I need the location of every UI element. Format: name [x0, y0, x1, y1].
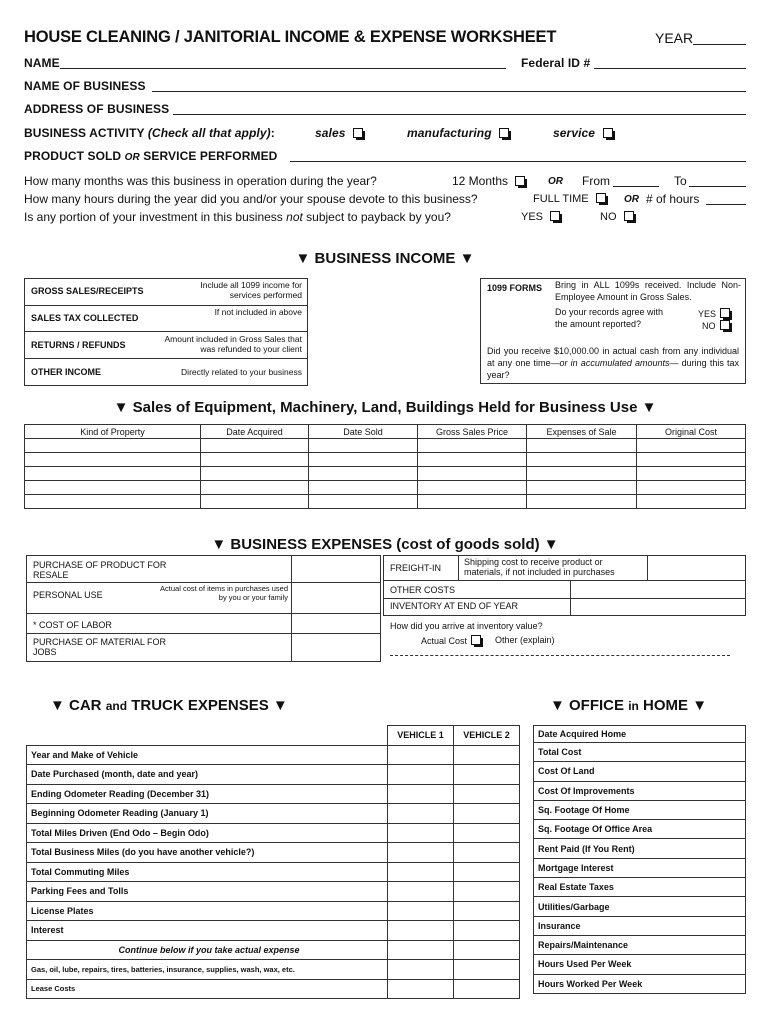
- col-date-sold: Date Sold: [309, 425, 418, 439]
- table-row[interactable]: [27, 901, 520, 921]
- hours-or: OR: [624, 194, 639, 205]
- table-row[interactable]: [25, 495, 746, 509]
- other-income-label: OTHER INCOME: [31, 367, 102, 377]
- table-row[interactable]: [27, 843, 520, 863]
- sales-tax-note: If not included in above: [214, 307, 302, 317]
- other-explain-label: Other (explain): [495, 635, 555, 645]
- vehicle-value-cell[interactable]: [454, 960, 520, 980]
- product-label: PRODUCT SOLD OR SERVICE PERFORMED: [24, 149, 278, 163]
- personal-use-label: PERSONAL USE: [33, 590, 103, 600]
- purchase-product-label: PURCHASE OF PRODUCT FOR RESALE: [33, 560, 167, 580]
- months-or: OR: [548, 176, 563, 187]
- office-row-label: Real Estate Taxes: [534, 878, 746, 897]
- payback-no[interactable]: NO: [600, 211, 634, 223]
- office-row-label: Date Acquired Home: [534, 726, 746, 743]
- table-row[interactable]: [534, 897, 746, 916]
- cash-question: Did you receive $10,000.00 in actual cash from any individual at any one time—or in accumulated amounts— during this tax year?: [487, 346, 739, 380]
- table-row[interactable]: [27, 940, 520, 960]
- vehicle-value-cell[interactable]: [388, 765, 454, 785]
- car-row-label: Interest: [27, 921, 388, 941]
- table-row[interactable]: [534, 781, 746, 800]
- page-title: HOUSE CLEANING / JANITORIAL INCOME & EXPENSE WORKSHEET: [24, 28, 557, 46]
- car-row-label: Year and Make of Vehicle: [27, 745, 388, 765]
- office-row-label: Sq. Footage Of Office Area: [534, 820, 746, 839]
- office-row-label: Hours Used Per Week: [534, 955, 746, 974]
- car-section-title: ▼ CAR and TRUCK EXPENSES ▼: [50, 697, 288, 714]
- office-row-label: Rent Paid (If You Rent): [534, 839, 746, 858]
- address-field[interactable]: [173, 114, 746, 115]
- vehicle-value-cell[interactable]: [454, 862, 520, 882]
- office-row-label: Cost Of Land: [534, 762, 746, 781]
- gross-sales-label: GROSS SALES/RECEIPTS: [31, 286, 144, 296]
- col-date-acquired: Date Acquired: [201, 425, 309, 439]
- name-field[interactable]: [60, 68, 506, 69]
- other-income-note: Directly related to your business: [181, 367, 302, 377]
- vehicle2-header: VEHICLE 2: [454, 726, 520, 746]
- car-expenses-table: [26, 725, 520, 999]
- col-kind: Kind of Property: [25, 425, 201, 439]
- table-row[interactable]: [534, 839, 746, 858]
- records-yes-checkbox[interactable]: [720, 308, 730, 318]
- table-row[interactable]: [534, 858, 746, 877]
- vehicle-value-cell[interactable]: [388, 940, 454, 960]
- car-row-label: Total Commuting Miles: [27, 862, 388, 882]
- office-row-label: Insurance: [534, 916, 746, 935]
- to-label: To: [674, 174, 687, 188]
- vehicle-value-cell[interactable]: [388, 862, 454, 882]
- office-table: [533, 725, 746, 994]
- product-field[interactable]: [290, 161, 746, 162]
- actual-cost-checkbox[interactable]: [471, 635, 481, 645]
- vehicle-value-cell[interactable]: [454, 921, 520, 941]
- address-label: ADDRESS OF BUSINESS: [24, 102, 170, 116]
- col-original-cost: Original Cost: [637, 425, 746, 439]
- fulltime-option[interactable]: FULL TIME: [533, 193, 606, 205]
- year-label: YEAR: [655, 30, 694, 46]
- payback-yes-checkbox[interactable]: [550, 211, 560, 221]
- table-row[interactable]: [27, 804, 520, 824]
- payback-question: Is any portion of your investment in this business not subject to payback by you?: [24, 210, 451, 224]
- equipment-section-title: ▼ Sales of Equipment, Machinery, Land, Buildings Held for Business Use ▼: [113, 399, 657, 416]
- table-row[interactable]: [27, 862, 520, 882]
- vehicle-value-cell[interactable]: [388, 745, 454, 765]
- table-row[interactable]: [534, 762, 746, 781]
- federal-id-field[interactable]: [594, 68, 746, 69]
- twelve-months-option[interactable]: 12 Months: [452, 174, 525, 188]
- year-field[interactable]: [693, 44, 746, 45]
- car-row-label: Date Purchased (month, date and year): [27, 765, 388, 785]
- office-row-label: Cost Of Improvements: [534, 781, 746, 800]
- vehicle-value-cell[interactable]: [454, 843, 520, 863]
- hours-field[interactable]: [706, 204, 746, 205]
- table-row[interactable]: [27, 979, 520, 999]
- manufacturing-checkbox[interactable]: [499, 128, 509, 138]
- vehicle-value-cell[interactable]: [388, 921, 454, 941]
- vehicle-value-cell[interactable]: [454, 765, 520, 785]
- table-row[interactable]: [25, 467, 746, 481]
- car-row-label: Total Business Miles (do you have another vehicle?): [27, 843, 388, 863]
- table-row[interactable]: [27, 882, 520, 902]
- office-row-label: Repairs/Maintenance: [534, 935, 746, 954]
- freight-label: FREIGHT-IN: [390, 563, 441, 573]
- business-name-field[interactable]: [152, 91, 746, 92]
- table-row[interactable]: [25, 439, 746, 453]
- vehicle-value-cell[interactable]: [454, 804, 520, 824]
- table-row[interactable]: [534, 726, 746, 743]
- table-row[interactable]: [534, 935, 746, 954]
- table-row[interactable]: [27, 745, 520, 765]
- payback-yes[interactable]: YES: [521, 211, 560, 223]
- months-question: How many months was this business in operation during the year?: [24, 174, 377, 188]
- hours-label: # of hours: [646, 192, 700, 206]
- table-row[interactable]: [27, 960, 520, 980]
- returns-note: Amount included in Gross Sales that was refunded to your client: [164, 334, 302, 354]
- office-row-label: Sq. Footage Of Home: [534, 800, 746, 819]
- vehicle-value-cell[interactable]: [454, 940, 520, 960]
- to-field[interactable]: [689, 186, 746, 187]
- vehicle-value-cell[interactable]: [388, 882, 454, 902]
- sales-tax-label: SALES TAX COLLECTED: [31, 313, 139, 323]
- records-question: Do your records agree with the amount reported?: [555, 307, 664, 329]
- table-row[interactable]: [27, 784, 520, 804]
- vehicle1-header: VEHICLE 1: [388, 726, 454, 746]
- hours-question: How many hours during the year did you and/or your spouse devote to this business?: [24, 192, 478, 206]
- table-row[interactable]: [534, 820, 746, 839]
- sales-checkbox[interactable]: [353, 128, 363, 138]
- table-row[interactable]: [25, 481, 746, 495]
- inventory-label: INVENTORY AT END OF YEAR: [390, 601, 519, 611]
- vehicle-value-cell[interactable]: [388, 843, 454, 863]
- name-label: NAME: [24, 56, 60, 70]
- activity-sales[interactable]: sales: [315, 126, 363, 140]
- inventory-question: How did you arrive at inventory value?: [390, 621, 543, 631]
- vehicle-value-cell[interactable]: [388, 960, 454, 980]
- vehicle-value-cell[interactable]: [454, 901, 520, 921]
- car-row-label: License Plates: [27, 901, 388, 921]
- twelve-months-checkbox[interactable]: [515, 176, 525, 186]
- from-field[interactable]: [613, 186, 659, 187]
- vehicle-value-cell[interactable]: [454, 784, 520, 804]
- vehicle-value-cell[interactable]: [388, 979, 454, 999]
- table-row[interactable]: [534, 743, 746, 762]
- car-row-label: Ending Odometer Reading (December 31): [27, 784, 388, 804]
- forms-1099-text: Bring in ALL 1099s received. Include Non-Employee Amount in Gross Sales.: [555, 280, 741, 302]
- vehicle-value-cell[interactable]: [388, 804, 454, 824]
- other-costs-label: OTHER COSTS: [390, 585, 456, 595]
- cogs-section-title: ▼ BUSINESS EXPENSES (cost of goods sold) ▼: [211, 536, 559, 553]
- office-row-label: Utilities/Garbage: [534, 897, 746, 916]
- table-row[interactable]: [25, 453, 746, 467]
- office-row-label: Hours Worked Per Week: [534, 974, 746, 993]
- business-name-label: NAME OF BUSINESS: [24, 79, 146, 93]
- fulltime-checkbox[interactable]: [596, 193, 606, 203]
- vehicle-value-cell[interactable]: [388, 784, 454, 804]
- income-section-title: ▼ BUSINESS INCOME ▼: [295, 250, 475, 267]
- personal-use-note: Actual cost of items in purchases used by you or your family: [160, 584, 288, 602]
- table-row[interactable]: [27, 823, 520, 843]
- records-yes[interactable]: YES: [698, 308, 730, 319]
- car-row-label: Parking Fees and Tolls: [27, 882, 388, 902]
- actual-cost-option[interactable]: Actual Cost: [421, 635, 481, 646]
- table-row[interactable]: [534, 974, 746, 993]
- explain-field[interactable]: [390, 655, 730, 656]
- records-no[interactable]: NO: [702, 320, 730, 331]
- vehicle-value-cell[interactable]: [454, 979, 520, 999]
- table-row[interactable]: [534, 955, 746, 974]
- material-label: PURCHASE OF MATERIAL FOR JOBS: [33, 637, 167, 657]
- freight-note: Shipping cost to receive product or materials, if not included in purchases: [464, 557, 615, 577]
- table-row[interactable]: [27, 765, 520, 785]
- forms-1099-label: 1099 FORMS: [487, 283, 543, 293]
- equipment-table: [24, 424, 746, 509]
- service-checkbox[interactable]: [603, 128, 613, 138]
- car-row-label: Beginning Odometer Reading (January 1): [27, 804, 388, 824]
- vehicle-value-cell[interactable]: [454, 745, 520, 765]
- activity-manufacturing[interactable]: manufacturing: [407, 126, 509, 140]
- office-row-label: Total Cost: [534, 743, 746, 762]
- labor-label: * COST OF LABOR: [33, 620, 112, 630]
- table-row[interactable]: [534, 800, 746, 819]
- records-no-checkbox[interactable]: [720, 320, 730, 330]
- vehicle-value-cell[interactable]: [388, 823, 454, 843]
- table-row[interactable]: [534, 878, 746, 897]
- table-row[interactable]: [27, 921, 520, 941]
- federal-id-label: Federal ID #: [521, 56, 591, 70]
- vehicle-value-cell[interactable]: [454, 823, 520, 843]
- payback-no-checkbox[interactable]: [624, 211, 634, 221]
- gross-sales-note: Include all 1099 income for services performed: [200, 280, 302, 300]
- car-row-label: Lease Costs: [27, 979, 388, 999]
- car-row-label: Continue below if you take actual expense: [27, 940, 388, 960]
- office-row-label: Mortgage Interest: [534, 858, 746, 877]
- col-gross-price: Gross Sales Price: [418, 425, 527, 439]
- vehicle-value-cell[interactable]: [388, 901, 454, 921]
- activity-service[interactable]: service: [553, 126, 613, 140]
- from-label: From: [582, 174, 610, 188]
- vehicle-value-cell[interactable]: [454, 882, 520, 902]
- returns-label: RETURNS / REFUNDS: [31, 340, 126, 350]
- col-expenses: Expenses of Sale: [527, 425, 637, 439]
- office-section-title: ▼ OFFICE in HOME ▼: [550, 697, 708, 714]
- activity-label: BUSINESS ACTIVITY (Check all that apply):: [24, 126, 275, 140]
- car-row-label: Gas, oil, lube, repairs, tires, batteries, insurance, supplies, wash, wax, etc.: [27, 960, 388, 980]
- table-row[interactable]: [534, 916, 746, 935]
- car-row-label: Total Miles Driven (End Odo – Begin Odo): [27, 823, 388, 843]
